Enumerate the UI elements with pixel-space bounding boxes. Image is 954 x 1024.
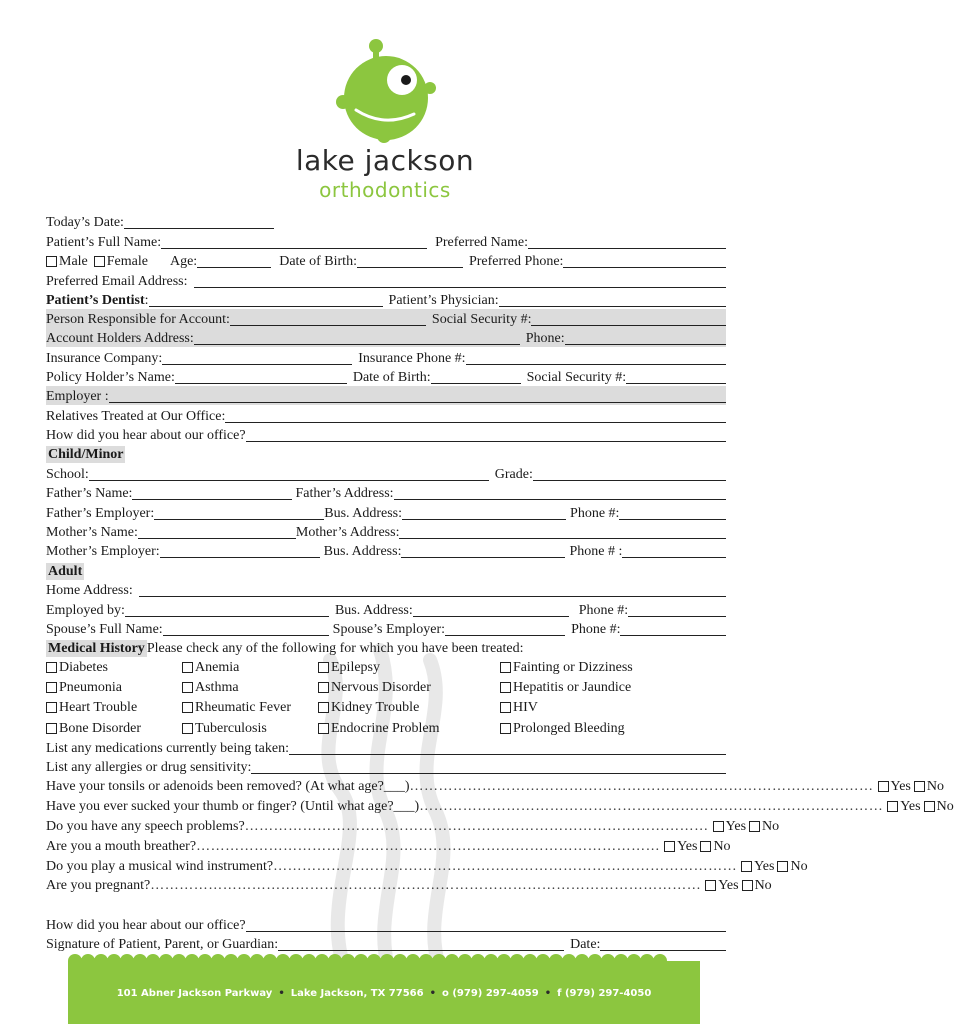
policy-dob-field[interactable] bbox=[431, 370, 521, 384]
mother-bus-address-field[interactable] bbox=[401, 544, 565, 558]
spouse-employer-field[interactable] bbox=[445, 622, 565, 636]
hear-about-2-row bbox=[46, 915, 726, 934]
mother-employer-field[interactable] bbox=[160, 544, 320, 558]
preferred-phone-field[interactable] bbox=[563, 254, 726, 268]
employer-label: Employer : bbox=[46, 389, 109, 404]
father-address-field[interactable] bbox=[394, 486, 726, 500]
condition-label: Nervous Disorder bbox=[331, 680, 431, 695]
mother-bus-address-label: Bus. Address: bbox=[323, 544, 402, 559]
school-field[interactable] bbox=[89, 467, 489, 481]
yes-no-group bbox=[878, 779, 945, 795]
yes-checkbox[interactable] bbox=[705, 880, 716, 891]
relatives-field[interactable] bbox=[225, 409, 726, 423]
mother-phone-field[interactable] bbox=[622, 544, 726, 558]
checkbox[interactable] bbox=[500, 723, 511, 734]
male-label: Male bbox=[59, 254, 88, 269]
responsible-row bbox=[46, 309, 726, 328]
relatives-label: Relatives Treated at Our Office: bbox=[46, 409, 226, 424]
spouse-name-label: Spouse’s Full Name: bbox=[46, 622, 163, 637]
condition-label: Anemia bbox=[195, 660, 240, 675]
email-field[interactable] bbox=[194, 274, 726, 288]
adult-bus-address-field[interactable] bbox=[413, 603, 569, 617]
no-checkbox[interactable] bbox=[777, 861, 788, 872]
condition-nervous-disorder[interactable] bbox=[318, 677, 431, 696]
checkbox[interactable] bbox=[182, 702, 193, 713]
policy-holder-field[interactable] bbox=[175, 370, 347, 384]
yes-checkbox[interactable] bbox=[878, 781, 889, 792]
leader-dots: …………………………………………………………………………………… bbox=[244, 819, 709, 834]
spouse-phone-label: Phone #: bbox=[571, 622, 621, 637]
grade-label: Grade: bbox=[494, 467, 533, 482]
school-label: School: bbox=[46, 467, 89, 482]
medical-instructions: Please check any of the following for which you have been treated: bbox=[146, 641, 524, 656]
mother-name-field[interactable] bbox=[138, 525, 296, 539]
home-address-row bbox=[46, 580, 726, 599]
policy-dob-label: Date of Birth: bbox=[352, 370, 431, 385]
no-label: No bbox=[754, 878, 772, 893]
full-name-row bbox=[46, 232, 726, 251]
dob-field[interactable] bbox=[357, 254, 463, 268]
signature-field[interactable] bbox=[278, 937, 564, 951]
no-checkbox[interactable] bbox=[924, 801, 935, 812]
question-tonsils bbox=[46, 776, 944, 795]
question-text: Do you have any speech problems? bbox=[46, 819, 245, 834]
condition-label: Asthma bbox=[195, 680, 239, 695]
spouse-employer-label: Spouse’s Employer: bbox=[332, 622, 446, 637]
condition-label: Prolonged Bleeding bbox=[513, 721, 625, 736]
account-address-row bbox=[46, 328, 726, 347]
yes-label: Yes bbox=[900, 799, 921, 814]
father-employer-field[interactable] bbox=[154, 506, 324, 520]
condition-label: Kidney Trouble bbox=[331, 700, 420, 715]
no-label: No bbox=[713, 839, 731, 854]
yes-checkbox[interactable] bbox=[664, 841, 675, 852]
mother-employer-label: Mother’s Employer: bbox=[46, 544, 160, 559]
father-name-label: Father’s Name: bbox=[46, 486, 133, 501]
checkbox[interactable] bbox=[500, 662, 511, 673]
insurance-field[interactable] bbox=[162, 351, 352, 365]
responsible-field[interactable] bbox=[230, 312, 426, 326]
no-checkbox[interactable] bbox=[700, 841, 711, 852]
checkbox[interactable] bbox=[46, 723, 57, 734]
father-address-label: Father’s Address: bbox=[295, 486, 394, 501]
mother-phone-label: Phone # : bbox=[569, 544, 623, 559]
account-address-field[interactable] bbox=[194, 331, 520, 345]
condition-label: Heart Trouble bbox=[59, 700, 138, 715]
no-label: No bbox=[762, 819, 780, 834]
yes-checkbox[interactable] bbox=[741, 861, 752, 872]
employed-by-field[interactable] bbox=[125, 603, 329, 617]
todays-date-field[interactable] bbox=[124, 215, 274, 229]
yes-no-group bbox=[664, 839, 731, 855]
physician-field[interactable] bbox=[499, 293, 726, 307]
condition-heart-trouble[interactable] bbox=[46, 697, 137, 716]
footer-fax: f (979) 297-4050 bbox=[557, 988, 652, 999]
condition-kidney-trouble[interactable] bbox=[318, 697, 419, 716]
preferred-phone-label: Preferred Phone: bbox=[468, 254, 564, 269]
insurance-label: Insurance Company: bbox=[46, 351, 163, 366]
father-employer-row bbox=[46, 503, 726, 522]
child-minor-heading: Child/Minor bbox=[48, 447, 124, 462]
hear-about-row bbox=[46, 425, 726, 444]
insurance-phone-field[interactable] bbox=[466, 351, 726, 365]
mother-employer-row bbox=[46, 541, 726, 560]
yes-label: Yes bbox=[677, 839, 698, 854]
insurance-row bbox=[46, 348, 726, 367]
dob-label: Date of Birth: bbox=[279, 254, 357, 269]
condition-fainting[interactable] bbox=[500, 657, 633, 676]
dentist-colon: : bbox=[144, 293, 149, 308]
condition-hiv[interactable] bbox=[500, 697, 538, 716]
no-label: No bbox=[936, 799, 954, 814]
condition-hepatitis[interactable] bbox=[500, 677, 631, 696]
yes-no-group bbox=[741, 859, 808, 875]
green-mascot-icon bbox=[334, 36, 438, 146]
spouse-row bbox=[46, 619, 726, 638]
preferred-name-label: Preferred Name: bbox=[435, 235, 529, 250]
yes-label: Yes bbox=[890, 779, 911, 794]
full-name-field[interactable] bbox=[161, 235, 427, 249]
policy-ssn-field[interactable] bbox=[626, 370, 726, 384]
question-thumb bbox=[46, 796, 954, 815]
condition-endocrine-problem[interactable] bbox=[318, 718, 439, 737]
allergies-row bbox=[46, 757, 726, 776]
condition-label: Bone Disorder bbox=[59, 721, 142, 736]
leader-dots: …………………………………………………………………………………… bbox=[273, 859, 738, 874]
condition-rheumatic-fever[interactable] bbox=[182, 697, 291, 716]
father-phone-field[interactable] bbox=[619, 506, 726, 520]
condition-label: HIV bbox=[513, 700, 538, 715]
hear-about-label: How did you hear about our office? bbox=[46, 428, 246, 443]
condition-label: Hepatitis or Jaundice bbox=[513, 680, 632, 695]
no-checkbox[interactable] bbox=[742, 880, 753, 891]
dentist-label: Patient’s Dentist bbox=[46, 293, 145, 308]
demographics-row bbox=[46, 251, 726, 270]
checkbox[interactable] bbox=[318, 702, 329, 713]
ssn-label: Social Security #: bbox=[431, 312, 532, 327]
school-row bbox=[46, 464, 726, 483]
question-text: Have you ever sucked your thumb or finger? (Until what age?___) bbox=[46, 799, 420, 814]
condition-epilepsy[interactable] bbox=[318, 657, 380, 676]
adult-bus-address-label: Bus. Address: bbox=[334, 603, 413, 618]
father-bus-address-label: Bus. Address: bbox=[324, 506, 403, 521]
mother-name-label: Mother’s Name: bbox=[46, 525, 138, 540]
age-label: Age: bbox=[169, 254, 198, 269]
condition-label: Tuberculosis bbox=[195, 721, 267, 736]
hear-about-2-label: How did you hear about our office? bbox=[46, 918, 246, 933]
medical-heading-row bbox=[46, 638, 726, 657]
condition-prolonged-bleeding[interactable] bbox=[500, 718, 625, 737]
brand-name: lake jackson bbox=[295, 144, 475, 177]
employer-row bbox=[46, 386, 726, 405]
medical-history-heading: Medical History bbox=[48, 641, 145, 656]
medications-label: List any medications currently being taken: bbox=[46, 741, 289, 756]
father-name-field[interactable] bbox=[132, 486, 292, 500]
question-pregnant bbox=[46, 875, 772, 894]
checkbox[interactable] bbox=[318, 662, 329, 673]
question-speech bbox=[46, 816, 780, 835]
father-bus-address-field[interactable] bbox=[402, 506, 566, 520]
father-phone-label: Phone #: bbox=[570, 506, 620, 521]
age-field[interactable] bbox=[197, 254, 271, 268]
home-address-field[interactable] bbox=[139, 583, 726, 597]
footer-city: Lake Jackson, TX 77566 bbox=[290, 988, 424, 999]
checkbox[interactable] bbox=[182, 662, 193, 673]
male-checkbox[interactable] bbox=[46, 256, 57, 267]
yes-no-group bbox=[713, 819, 780, 835]
condition-label: Pneumonia bbox=[59, 680, 122, 695]
medications-field[interactable] bbox=[289, 741, 726, 755]
checkbox[interactable] bbox=[318, 723, 329, 734]
father-employer-label: Father’s Employer: bbox=[46, 506, 155, 521]
leader-dots: …………………………………………………………………………………………………… bbox=[150, 878, 702, 893]
leader-dots: …………………………………………………………………………………… bbox=[419, 799, 884, 814]
footer-contact: 101 Abner Jackson Parkway • Lake Jackson, TX 77566 • o (979) 297-4059 • f (979) 297-4050 bbox=[116, 988, 652, 999]
condition-label: Endocrine Problem bbox=[331, 721, 440, 736]
condition-diabetes[interactable] bbox=[46, 657, 108, 676]
responsible-label: Person Responsible for Account: bbox=[46, 312, 230, 327]
medications-row bbox=[46, 738, 726, 757]
checkbox[interactable] bbox=[318, 682, 329, 693]
todays-date-row bbox=[46, 212, 726, 231]
policy-row bbox=[46, 367, 726, 386]
signature-label: Signature of Patient, Parent, or Guardian: bbox=[46, 937, 279, 952]
checkbox[interactable] bbox=[500, 702, 511, 713]
hear-about-field[interactable] bbox=[246, 428, 726, 442]
allergies-field[interactable] bbox=[251, 760, 726, 774]
signature-date-field[interactable] bbox=[600, 937, 726, 951]
yes-no-group bbox=[705, 878, 772, 894]
condition-pneumonia[interactable] bbox=[46, 677, 122, 696]
adult-heading: Adult bbox=[48, 564, 83, 579]
condition-anemia[interactable] bbox=[182, 657, 239, 676]
no-label: No bbox=[926, 779, 944, 794]
yes-label: Yes bbox=[725, 819, 747, 834]
policy-holder-label: Policy Holder’s Name: bbox=[46, 370, 175, 385]
question-wind-instrument bbox=[46, 856, 808, 875]
hear-about-2-field[interactable] bbox=[246, 918, 726, 932]
question-text: Are you pregnant? bbox=[46, 878, 151, 893]
child-heading-row bbox=[46, 444, 726, 463]
checkbox[interactable] bbox=[46, 662, 57, 673]
father-row bbox=[46, 483, 726, 502]
footer-office-phone: o (979) 297-4059 bbox=[441, 988, 539, 999]
checkbox[interactable] bbox=[46, 682, 57, 693]
checkbox[interactable] bbox=[500, 682, 511, 693]
account-phone-label: Phone: bbox=[525, 331, 565, 346]
question-text: Have your tonsils or adenoids been removed? (At what age?___) bbox=[46, 779, 410, 794]
yes-checkbox[interactable] bbox=[887, 801, 898, 812]
question-mouth-breather bbox=[46, 836, 731, 855]
dentist-field[interactable] bbox=[149, 293, 383, 307]
leader-dots: …………………………………………………………………………………… bbox=[409, 779, 874, 794]
condition-label: Epilepsy bbox=[331, 660, 380, 675]
account-phone-field[interactable] bbox=[565, 331, 726, 345]
account-address-label: Account Holders Address: bbox=[46, 331, 194, 346]
female-label: Female bbox=[106, 254, 148, 269]
signature-date-label: Date: bbox=[570, 937, 601, 952]
mother-address-label: Mother’s Address: bbox=[295, 525, 400, 540]
adult-phone-field[interactable] bbox=[628, 603, 726, 617]
checkbox[interactable] bbox=[46, 702, 57, 713]
yes-label: Yes bbox=[754, 859, 775, 874]
adult-phone-label: Phone #: bbox=[578, 603, 629, 618]
yes-no-group bbox=[887, 799, 954, 815]
todays-date-label: Today’s Date: bbox=[46, 215, 124, 230]
signature-row bbox=[46, 934, 726, 953]
allergies-label: List any allergies or drug sensitivity: bbox=[46, 760, 252, 775]
female-checkbox[interactable] bbox=[94, 256, 105, 267]
relatives-row bbox=[46, 406, 726, 425]
no-checkbox[interactable] bbox=[914, 781, 925, 792]
condition-tuberculosis[interactable] bbox=[182, 718, 267, 737]
leader-dots: …………………………………………………………………………………… bbox=[196, 839, 661, 854]
footer-address: 101 Abner Jackson Parkway bbox=[116, 988, 273, 999]
ssn-field[interactable] bbox=[531, 312, 726, 326]
question-text: Do you play a musical wind instrument? bbox=[46, 859, 274, 874]
preferred-name-field[interactable] bbox=[528, 235, 726, 249]
yes-checkbox[interactable] bbox=[713, 821, 724, 832]
condition-bone-disorder[interactable] bbox=[46, 718, 141, 737]
no-label: No bbox=[790, 859, 808, 874]
question-text: Are you a mouth breather? bbox=[46, 839, 197, 854]
spouse-phone-field[interactable] bbox=[620, 622, 726, 636]
grade-field[interactable] bbox=[533, 467, 726, 481]
checkbox[interactable] bbox=[182, 723, 193, 734]
condition-asthma[interactable] bbox=[182, 677, 239, 696]
mother-row bbox=[46, 522, 726, 541]
employer-field[interactable] bbox=[109, 389, 726, 403]
policy-ssn-label: Social Security #: bbox=[526, 370, 627, 385]
yes-label: Yes bbox=[718, 878, 739, 893]
spouse-name-field[interactable] bbox=[163, 622, 329, 636]
brand-subtitle: orthodontics bbox=[319, 178, 451, 202]
email-row bbox=[46, 271, 726, 290]
adult-heading-row bbox=[46, 561, 726, 580]
insurance-phone-label: Insurance Phone #: bbox=[358, 351, 466, 366]
condition-label: Fainting or Dizziness bbox=[513, 660, 633, 675]
no-checkbox[interactable] bbox=[749, 821, 760, 832]
email-label: Preferred Email Address: bbox=[46, 274, 188, 289]
full-name-label: Patient’s Full Name: bbox=[46, 235, 162, 250]
condition-label: Rheumatic Fever bbox=[195, 700, 292, 715]
condition-label: Diabetes bbox=[59, 660, 108, 675]
mother-address-field[interactable] bbox=[399, 525, 726, 539]
home-address-label: Home Address: bbox=[46, 583, 133, 598]
employed-by-label: Employed by: bbox=[46, 603, 125, 618]
physician-label: Patient’s Physician: bbox=[388, 293, 499, 308]
checkbox[interactable] bbox=[182, 682, 193, 693]
employed-row bbox=[46, 600, 726, 619]
dentist-row bbox=[46, 290, 726, 309]
